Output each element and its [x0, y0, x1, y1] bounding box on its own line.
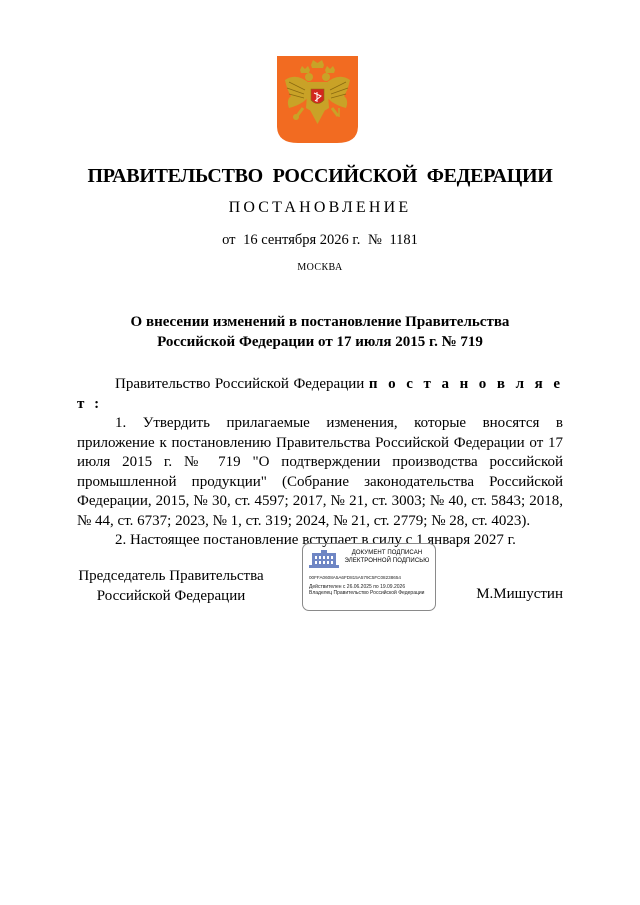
signer-position-line-2: Российской Федерации	[96, 587, 246, 604]
document-heading	[0, 312, 640, 352]
document-type: ПОСТАНОВЛЕНИЕ	[228, 199, 412, 216]
stamp-certificate: 00FFA0608A5A6FD815A579C5FC08238654	[309, 575, 401, 580]
building-icon	[309, 550, 339, 568]
electronic-signature-stamp	[302, 543, 436, 611]
stamp-header	[341, 550, 433, 565]
intro-text: Правительство Российской Федерации	[115, 376, 369, 392]
document-body	[77, 375, 563, 551]
government-title: ПРАВИТЕЛЬСТВО РОССИЙСКОЙ ФЕДЕРАЦИИ	[87, 165, 553, 187]
date-prefix: от	[222, 232, 236, 248]
document-date-line	[0, 232, 640, 249]
signer-position-line-1: Председатель Правительства	[78, 568, 264, 584]
city-label: МОСКВА	[297, 262, 343, 273]
coat-of-arms-emblem	[277, 56, 358, 143]
item-2-paragraph: 2. Настоящее постановление вступает в силу с 1 января 2027 г.	[115, 532, 516, 548]
signer-name: М.Мишустин	[476, 586, 563, 602]
signer-position	[62, 567, 280, 606]
document-date: 16 сентября 2026 г.	[243, 232, 361, 248]
stamp-header-line-1: ДОКУМЕНТ ПОДПИСАН	[351, 550, 423, 556]
stamp-header-line-2: ЭЛЕКТРОННОЙ ПОДПИСЬЮ	[344, 557, 430, 564]
number-sign: №	[367, 232, 382, 248]
heading-line-1: О внесении изменений в постановление Правительства	[130, 314, 510, 330]
heading-line-2: Российской Федерации от 17 июля 2015 г. № 719	[157, 334, 483, 350]
decree-keyword: п о с т а н о в л я е т :	[77, 376, 563, 412]
stamp-owner: Владелец Правительство Российской Федерации	[309, 590, 425, 597]
stamp-details	[309, 584, 433, 596]
document-number: 1181	[389, 232, 418, 248]
item-1-paragraph: 1. Утвердить прилагаемые изменения, которые вносятся в приложение к постановлению Правительства Российской Федерации от 17 июля 2015 г. № 719 "О подтверждении производства российской промышленной продукции" (Собрание законодательства Российской Федерации, 2015, № 30, ст. 4597; 2017, № 21, ст. 3003; № 40, ст. 5843; 2018, № 44, ст. 6737; 2023, № 1, ст. 319; 2024, № 21, ст. 2779; № 28, ст. 4023).	[77, 415, 563, 529]
intro-paragraph	[77, 375, 563, 414]
stamp-validity: Действителен с 26.06.2025 по 19.09.2026	[309, 584, 406, 590]
